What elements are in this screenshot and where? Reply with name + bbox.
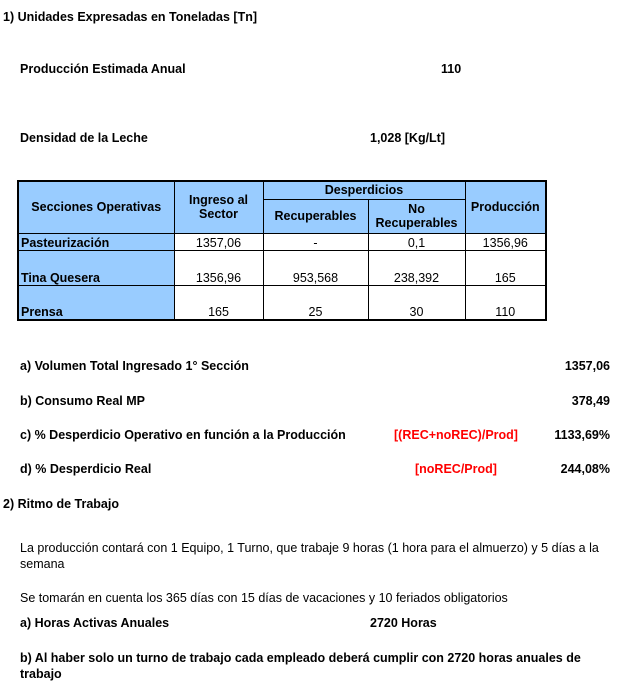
row-norec: 0,1 bbox=[368, 233, 465, 250]
densidad-value: 1,028 [Kg/Lt] bbox=[370, 131, 446, 145]
row-ingreso: 1357,06 bbox=[174, 233, 263, 250]
row-name: Prensa bbox=[18, 285, 174, 320]
result-d-label: d) % Desperdicio Real bbox=[20, 462, 152, 476]
row-name: Pasteurización bbox=[18, 233, 174, 250]
header-ingreso: Ingreso al Sector bbox=[174, 181, 263, 233]
produccion-label: Producción Estimada Anual bbox=[20, 62, 186, 76]
table-row bbox=[18, 285, 546, 320]
header-produccion: Producción bbox=[465, 181, 546, 233]
heading-ritmo: 2) Ritmo de Trabajo bbox=[3, 497, 119, 511]
row-norec: 238,392 bbox=[368, 250, 465, 285]
row-rec: 25 bbox=[263, 285, 368, 320]
produccion-value: 110 bbox=[441, 62, 462, 76]
result-c-formula: [(REC+noREC)/Prod] bbox=[394, 428, 518, 442]
header-secciones: Secciones Operativas bbox=[18, 181, 174, 233]
result-d-formula: [noREC/Prod] bbox=[415, 462, 497, 476]
result-a-label: a) Volumen Total Ingresado 1° Sección bbox=[20, 359, 249, 373]
heading-units: 1) Unidades Expresadas en Toneladas [Tn] bbox=[3, 10, 258, 24]
result-b-label: b) Consumo Real MP bbox=[20, 394, 146, 408]
row-name: Tina Quesera bbox=[18, 250, 174, 285]
result-c-label: c) % Desperdicio Operativo en función a la Producción bbox=[20, 428, 346, 442]
header-no-recuperables: No Recuperables bbox=[368, 199, 465, 233]
row-prod: 110 bbox=[465, 285, 546, 320]
result-a-value: 1357,06 bbox=[564, 359, 610, 373]
row-prod: 165 bbox=[465, 250, 546, 285]
densidad-label: Densidad de la Leche bbox=[20, 131, 148, 145]
horas-label: a) Horas Activas Anuales bbox=[20, 616, 170, 630]
row-rec: - bbox=[263, 233, 368, 250]
sections-table bbox=[17, 180, 547, 321]
paragraph-dias: Se tomarán en cuenta los 365 días con 15 días de vacaciones y 10 feriados obligatorios bbox=[20, 591, 508, 605]
result-c-value: 1133,69% bbox=[554, 428, 610, 442]
header-recuperables: Recuperables bbox=[263, 199, 368, 233]
row-ingreso: 1356,96 bbox=[174, 250, 263, 285]
row-prod: 1356,96 bbox=[465, 233, 546, 250]
result-b-value: 378,49 bbox=[571, 394, 610, 408]
table-row bbox=[18, 250, 546, 285]
table-row bbox=[18, 233, 546, 250]
header-desperdicios: Desperdicios bbox=[263, 181, 465, 199]
row-rec: 953,568 bbox=[263, 250, 368, 285]
row-ingreso: 165 bbox=[174, 285, 263, 320]
conclusion-text: b) Al haber solo un turno de trabajo cada empleado deberá cumplir con 2720 horas anuales de trabajo bbox=[20, 651, 581, 681]
paragraph-produccion: La producción contará con 1 Equipo, 1 Turno, que trabaje 9 horas (1 hora para el almuerzo) y 5 días a la semana bbox=[20, 541, 599, 571]
horas-value: 2720 Horas bbox=[370, 616, 437, 630]
row-norec: 30 bbox=[368, 285, 465, 320]
result-d-value: 244,08% bbox=[560, 462, 610, 476]
